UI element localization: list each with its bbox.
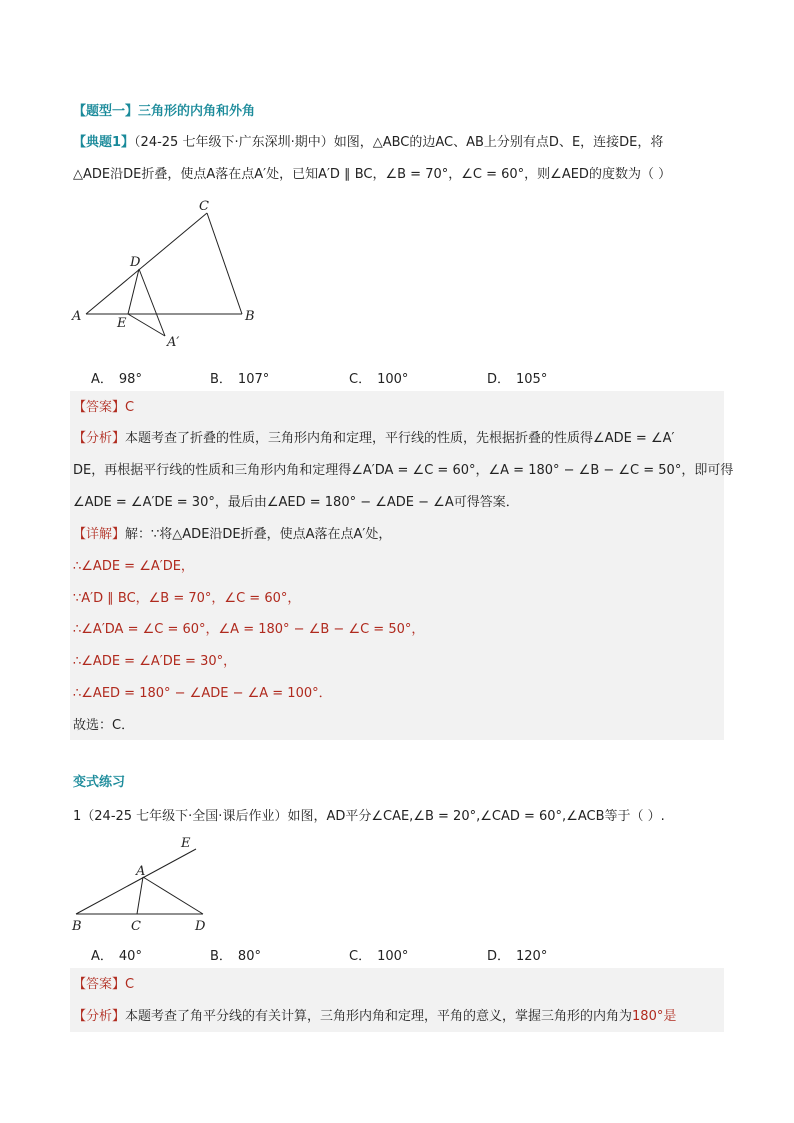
example-answer	[73, 399, 134, 417]
section-heading	[73, 103, 255, 121]
segment-AC	[137, 877, 143, 914]
variant-analysis-text-b: 180°是	[632, 1009, 677, 1024]
answer-tag: 【答案】	[73, 400, 126, 415]
answer-value: C	[125, 400, 135, 415]
example-detail-line4: ∴∠A′DA = ∠C = 60°，∠A = 180° − ∠B − ∠C = 50°，	[73, 622, 425, 637]
example-text-line1: （24-25 七年级下·广东深圳·期中）如图，△ABC的边AC、AB上分别有点D、E，连接DE，将	[134, 135, 664, 150]
example-question-line2: △ADE沿DE折叠，使点A落在点A′处，已知A′D ∥ BC，∠B = 70°，∠C = 60°，则∠AED的度数为（ ）	[73, 167, 672, 182]
example-analysis-line1	[73, 430, 674, 448]
variant-answer	[73, 976, 134, 994]
label-D: D	[195, 919, 206, 934]
label-A: A	[72, 309, 82, 324]
example-detail-line2: ∴∠ADE = ∠A′DE，	[73, 559, 194, 574]
variant-answer-tag: 【答案】	[73, 977, 126, 992]
example-option-c[interactable]: C． 100°	[349, 372, 409, 387]
segment-BE	[76, 849, 196, 914]
example-figure	[66, 193, 266, 353]
segment-DA2	[139, 269, 165, 336]
label-A: A	[136, 864, 146, 879]
analysis-tag: 【分析】	[73, 431, 126, 446]
example-detail-line7: 故选：C．	[73, 718, 135, 733]
variant-option-a[interactable]: A． 40°	[91, 949, 142, 964]
example-tag: 【典题1】	[73, 135, 135, 150]
example-option-d[interactable]: D． 105°	[487, 372, 548, 387]
label-E: E	[181, 836, 191, 851]
variant-heading: 变式练习	[73, 775, 126, 790]
example-analysis-line2: DE，再根据平行线的性质和三角形内角和定理得∠A′DA = ∠C = 60°，∠A = 180° − ∠B − ∠C = 50°，即可得	[73, 463, 734, 478]
section-heading-title: 三角形的内角和外角	[138, 104, 256, 119]
segment-EA2	[128, 314, 165, 336]
example-option-b[interactable]: B． 107°	[210, 372, 270, 387]
segment-AC	[86, 213, 207, 314]
label-C: C	[131, 919, 141, 934]
section-heading-bracket: 【题型一】	[73, 104, 139, 119]
example-detail-line1	[73, 526, 391, 544]
example-question-line1	[73, 134, 663, 152]
label-B: B	[245, 309, 255, 324]
example-detail-line3: ∵A′D ∥ BC，∠B = 70°，∠C = 60°，	[73, 591, 301, 606]
label-D: D	[130, 255, 141, 270]
variant-question-1: 1（24-25 七年级下·全国·课后作业）如图，AD平分∠CAE,∠B = 20°,∠CAD = 60°,∠ACB等于（ ）.	[73, 809, 665, 824]
variant-analysis-tag: 【分析】	[73, 1009, 126, 1024]
variant-option-d[interactable]: D． 120°	[487, 949, 548, 964]
label-B: B	[72, 919, 82, 934]
variant-answer-value: C	[125, 977, 135, 992]
detail-tag: 【详解】	[73, 527, 126, 542]
label-C: C	[199, 199, 209, 214]
example-option-a[interactable]: A． 98°	[91, 372, 142, 387]
segment-DE	[128, 269, 139, 314]
segment-CB	[207, 213, 242, 314]
segment-AD	[143, 877, 203, 914]
variant-analysis-text: 本题考查了角平分线的有关计算，三角形内角和定理，平角的意义，掌握三角形的内角为	[125, 1009, 633, 1024]
example-detail-line5: ∴∠ADE = ∠A′DE = 30°，	[73, 654, 237, 669]
label-A-prime: A′	[167, 335, 180, 350]
example-detail-line6: ∴∠AED = 180° − ∠ADE − ∠A = 100°．	[73, 686, 332, 701]
variant-analysis-line1	[73, 1008, 676, 1026]
label-E: E	[117, 316, 127, 331]
variant-option-b[interactable]: B． 80°	[210, 949, 261, 964]
analysis-text-1: 本题考查了折叠的性质，三角形内角和定理，平行线的性质，先根据折叠的性质得∠ADE = ∠A′	[125, 431, 675, 446]
variant-figure	[66, 832, 216, 937]
variant-option-c[interactable]: C． 100°	[349, 949, 409, 964]
detail-text-1: 解：∵将△ADE沿DE折叠，使点A落在点A′处，	[125, 527, 392, 542]
example-analysis-line3: ∠ADE = ∠A′DE = 30°，最后由∠AED = 180° − ∠ADE − ∠A可得答案．	[73, 495, 519, 510]
